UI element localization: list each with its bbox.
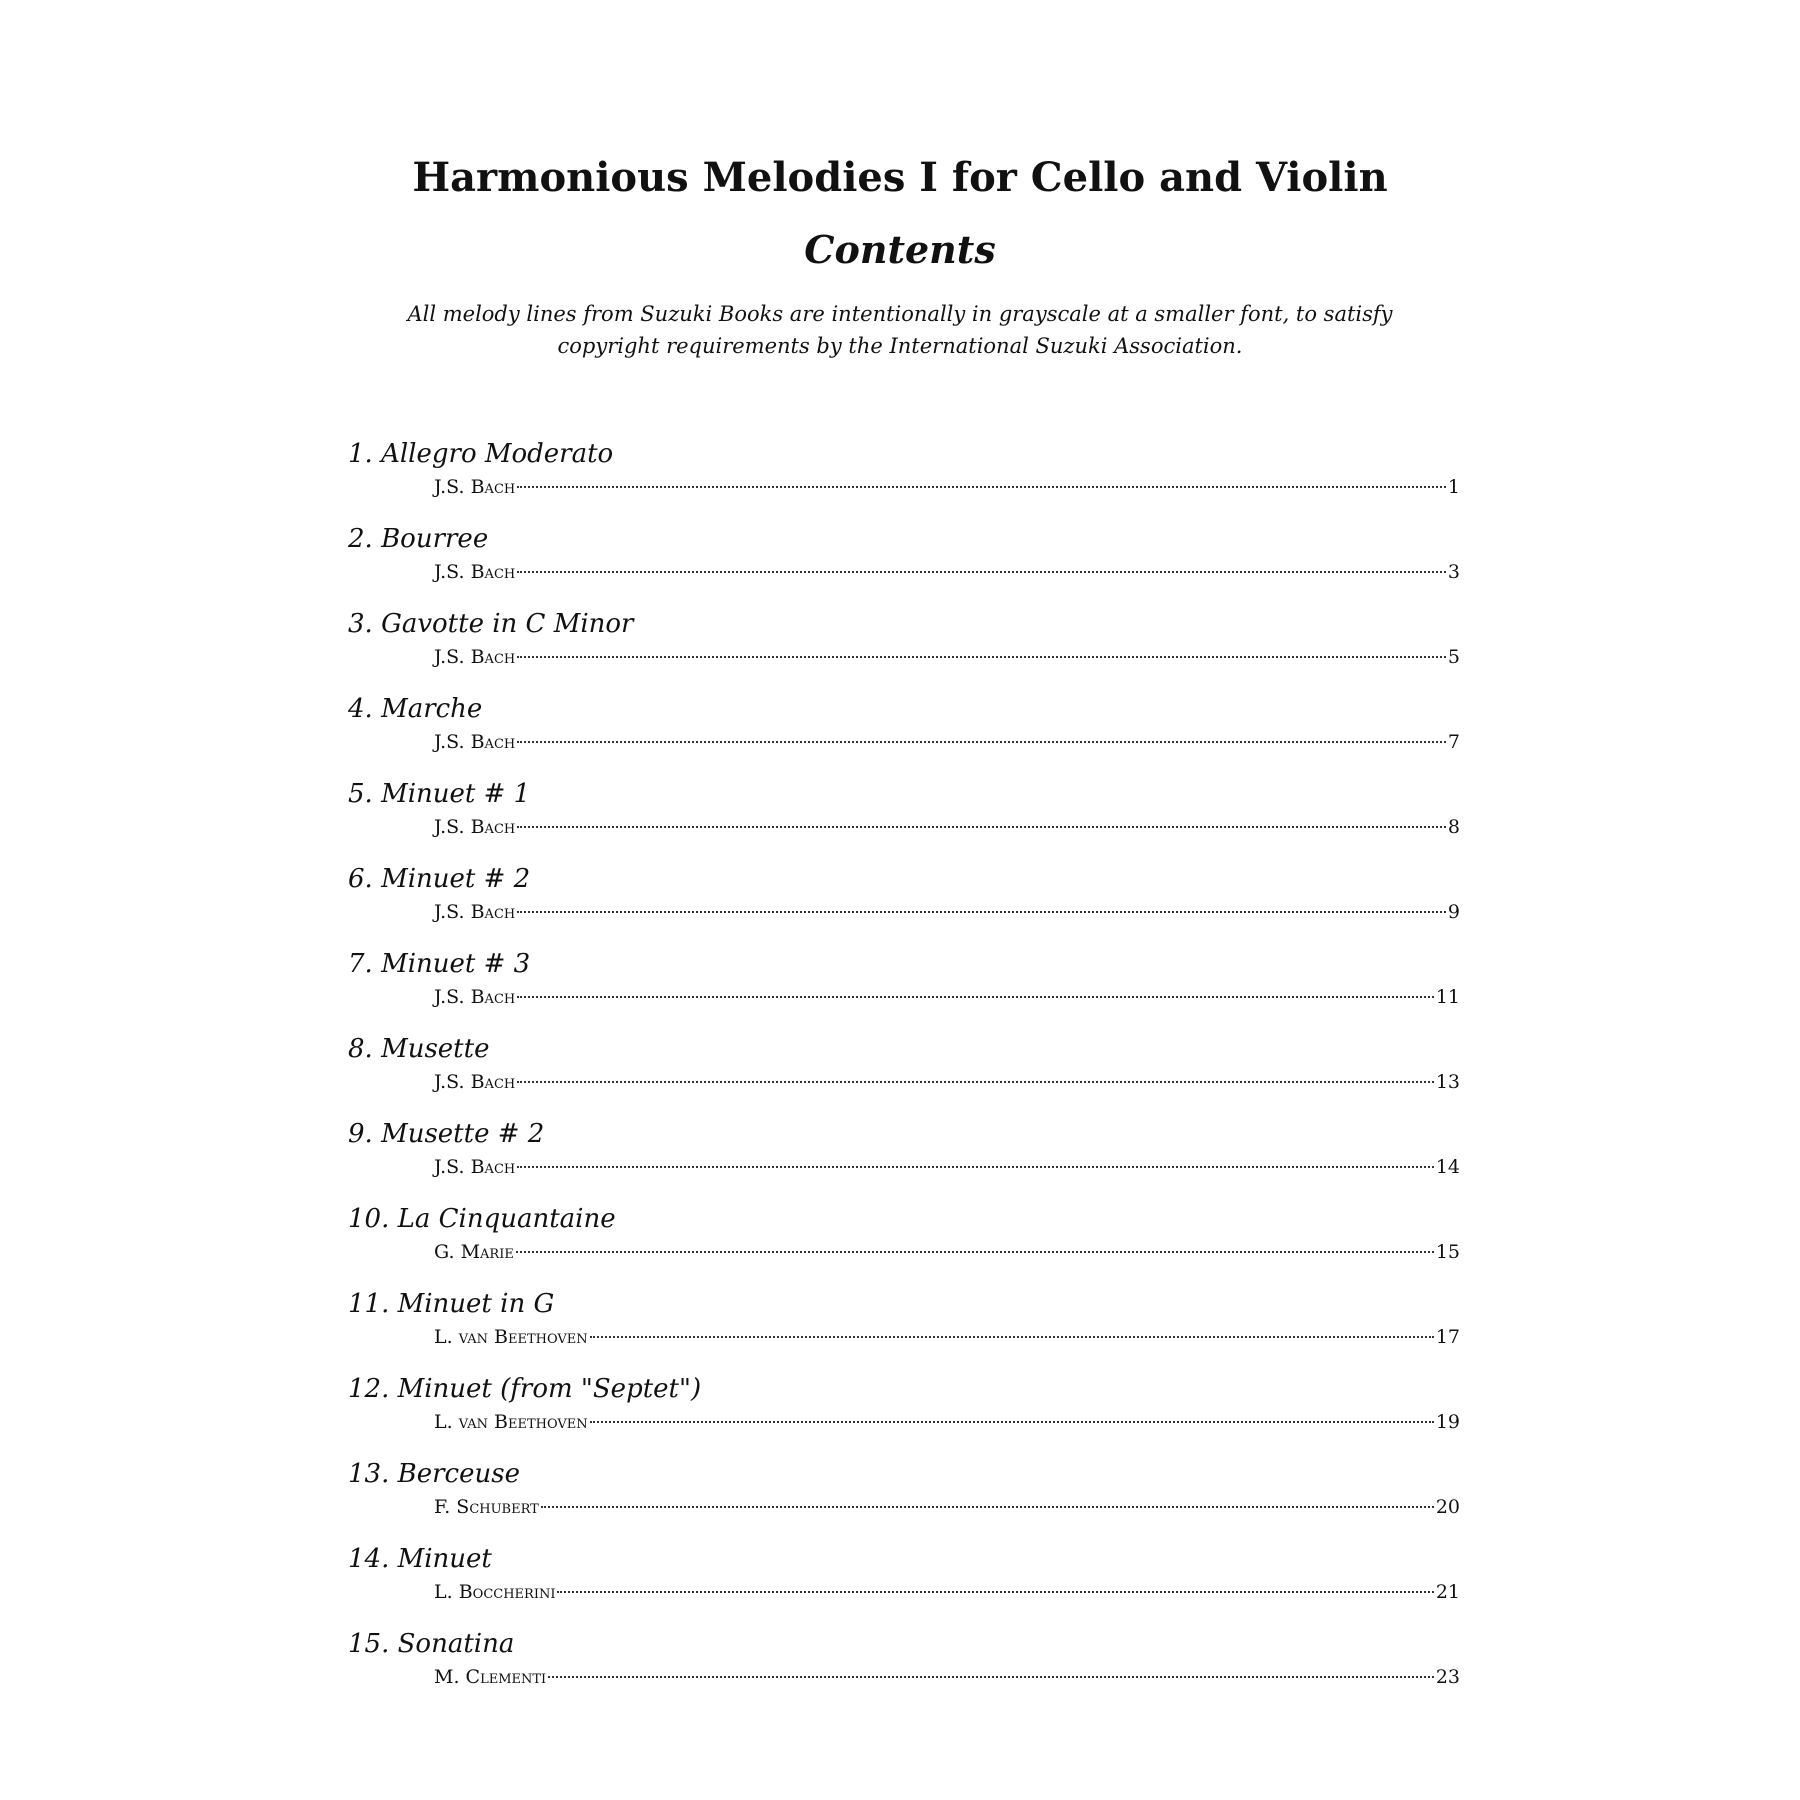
dot-leader [517,911,1446,913]
entry-line [434,644,1460,670]
composer-name: J.S. Bach [434,731,516,753]
entry-line [434,1409,1460,1435]
toc-entry[interactable] [348,1371,1460,1456]
piece-title: 13. Berceuse [348,1459,520,1489]
piece-title: 15. Sonatina [348,1629,515,1659]
page-number: 17 [1435,1326,1460,1348]
toc-entry[interactable] [348,1456,1460,1541]
entry-line [434,1154,1460,1180]
entry-line [434,1494,1460,1520]
composer-name: J.S. Bach [434,986,516,1008]
toc-entry[interactable] [348,946,1460,1031]
page-number: 11 [1435,986,1460,1008]
composer-name: J.S. Bach [434,1071,516,1093]
composer-name: J.S. Bach [434,901,516,923]
toc-entry[interactable] [348,691,1460,776]
piece-title: 7. Minuet # 3 [348,949,531,979]
composer-name: J.S. Bach [434,476,516,498]
page-number: 7 [1447,731,1460,753]
dot-leader [541,1506,1434,1508]
dot-leader [517,741,1446,743]
piece-title: 3. Gavotte in C Minor [348,609,634,639]
dot-leader [517,996,1434,998]
toc-entry[interactable] [348,436,1460,521]
piece-title: 14. Minuet [348,1544,492,1574]
dot-leader [516,1251,1434,1253]
toc-entry[interactable] [348,1286,1460,1371]
composer-name: L. van Beethoven [434,1411,588,1433]
entry-line [434,814,1460,840]
page-number: 15 [1435,1241,1460,1263]
page-number: 5 [1447,646,1460,668]
page-number: 13 [1435,1071,1460,1093]
page-number: 21 [1435,1581,1460,1603]
toc-entry[interactable] [348,776,1460,861]
piece-title: 4. Marche [348,694,483,724]
table-of-contents [348,436,1460,1711]
piece-title: 11. Minuet in G [348,1289,555,1319]
dot-leader [517,1081,1434,1083]
piece-title: 10. La Cinquantaine [348,1204,616,1234]
dot-leader [590,1336,1434,1338]
composer-name: F. Schubert [434,1496,539,1518]
page-number: 9 [1447,901,1460,923]
composer-name: G. Marie [434,1241,514,1263]
composer-name: J.S. Bach [434,1156,516,1178]
dot-leader [517,656,1446,658]
composer-name: L. Boccherini [434,1581,556,1603]
page-number: 23 [1435,1666,1460,1688]
entry-line [434,1579,1460,1605]
copyright-note: All melody lines from Suzuki Books are intentionally in grayscale at a smaller font, to satisfy copyright requirements by the International Suzuki Association. [407,302,1393,358]
composer-name: J.S. Bach [434,646,516,668]
toc-entry[interactable] [348,521,1460,606]
dot-leader [517,571,1446,573]
document-title: Harmonious Melodies I for Cello and Violin [412,154,1388,201]
piece-title: 8. Musette [348,1034,490,1064]
piece-title: 5. Minuet # 1 [348,779,531,809]
composer-name: L. van Beethoven [434,1326,588,1348]
page-number: 20 [1435,1496,1460,1518]
toc-entry[interactable] [348,861,1460,946]
page-number: 14 [1435,1156,1460,1178]
entry-line [434,1239,1460,1265]
contents-heading: Contents [804,227,996,272]
piece-title: 9. Musette # 2 [348,1119,545,1149]
dot-leader [517,1166,1434,1168]
entry-line [434,729,1460,755]
toc-entry[interactable] [348,1626,1460,1711]
composer-name: M. Clementi [434,1666,547,1688]
dot-leader [557,1591,1433,1593]
entry-line [434,984,1460,1010]
piece-title: 1. Allegro Moderato [348,439,614,469]
page-number: 1 [1447,476,1460,498]
dot-leader [548,1676,1434,1678]
piece-title: 12. Minuet (from "Septet") [348,1374,702,1404]
composer-name: J.S. Bach [434,816,516,838]
toc-entry[interactable] [348,1116,1460,1201]
entry-line [434,1324,1460,1350]
page-number: 8 [1447,816,1460,838]
toc-entry[interactable] [348,606,1460,691]
dot-leader [517,826,1446,828]
page-number: 3 [1447,561,1460,583]
entry-line [434,559,1460,585]
dot-leader [517,486,1446,488]
piece-title: 2. Bourree [348,524,489,554]
composer-name: J.S. Bach [434,561,516,583]
page-number: 19 [1435,1411,1460,1433]
piece-title: 6. Minuet # 2 [348,864,531,894]
toc-entry[interactable] [348,1031,1460,1116]
toc-entry[interactable] [348,1541,1460,1626]
entry-line [434,1664,1460,1690]
entry-line [434,474,1460,500]
dot-leader [590,1421,1434,1423]
entry-line [434,899,1460,925]
toc-entry[interactable] [348,1201,1460,1286]
entry-line [434,1069,1460,1095]
